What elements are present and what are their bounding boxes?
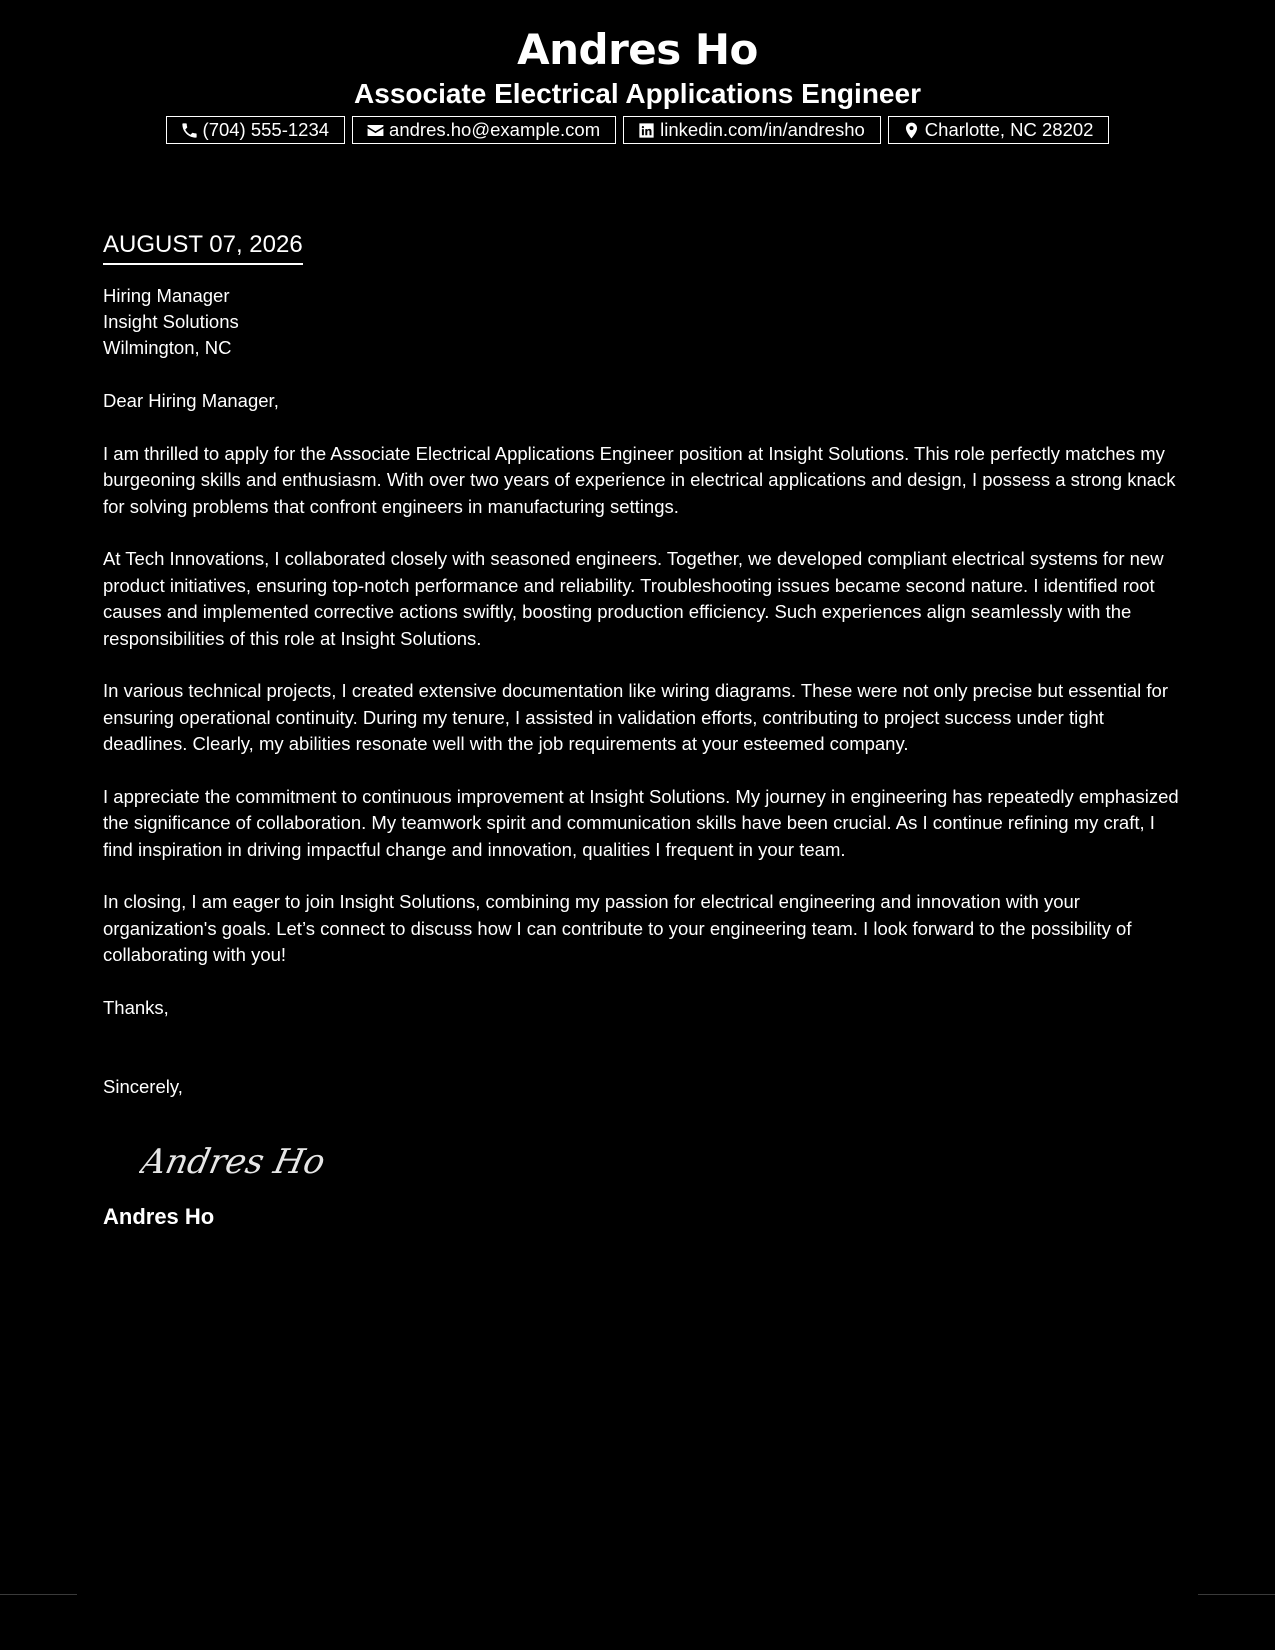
letter-body (103, 228, 1183, 1232)
email-text: andres.ho@example.com (389, 119, 601, 140)
signature-text: Andres Ho (139, 1141, 329, 1182)
applicant-name: Andres Ho (517, 25, 758, 74)
contact-linkedin[interactable] (623, 116, 881, 144)
letter-date: AUGUST 07, 2026 (103, 228, 303, 265)
body-paragraph: At Tech Innovations, I collaborated closely with seasoned engineers. Together, we developed compliant electrical systems for new product initiatives, ensuring top-notch performance and reliability. Troubleshooting issues became second nature. I identified root causes and implemented corrective actions swiftly, boosting production efficiency. Such experiences align seamlessly with the responsibilities of this role at Insight Solutions. (103, 548, 1164, 649)
contact-location[interactable] (888, 116, 1110, 144)
body-paragraph: In various technical projects, I created extensive documentation like wiring diagrams. These were not only precise but essential for ensuring operational continuity. During my tenure, I assisted in validation efforts, contributing to project success under tight deadlines. Clearly, my abilities resonate well with the job requirements at your esteemed company. (103, 680, 1168, 754)
envelope-icon (366, 121, 385, 140)
phone-icon (180, 121, 199, 140)
contact-bar (0, 116, 1275, 144)
body-paragraph: I am thrilled to apply for the Associate Electrical Applications Engineer position at Insight Solutions. This role perfectly matches my burgeoning skills and enthusiasm. With over two years of experience in electrical applications and design, I possess a strong knack for solving problems that confront engineers in manufacturing settings. (103, 442, 1176, 517)
closing-line: Sincerely, (103, 1076, 183, 1097)
recipient-block (103, 283, 1183, 361)
contact-phone[interactable] (166, 116, 346, 144)
applicant-title: Associate Electrical Applications Engineer (354, 78, 921, 109)
linkedin-text: linkedin.com/in/andresho (660, 119, 865, 140)
linkedin-icon (637, 121, 656, 140)
recipient-name: Hiring Manager (103, 285, 230, 306)
recipient-location: Wilmington, NC (103, 337, 232, 358)
footer-rule-right (1198, 1594, 1275, 1595)
signature-image (139, 1127, 339, 1189)
body-paragraph: In closing, I am eager to join Insight Solutions, combining my passion for electrical engineering and innovation with your organization's goals. Let’s connect to discuss how I can contribute to your engineering team. I look forward to the possibility of collaborating with you! (103, 891, 1132, 965)
recipient-company: Insight Solutions (103, 311, 239, 332)
thanks-line: Thanks, (103, 996, 169, 1018)
body-paragraph: I appreciate the commitment to continuous improvement at Insight Solutions. My journey in engineering has repeatedly emphasized the significance of collaboration. My teamwork spirit and communication skills have been crucial. As I continue refining my craft, I find inspiration in driving impactful change and innovation, qualities I frequent in your team. (103, 785, 1179, 860)
location-text: Charlotte, NC 28202 (924, 119, 1094, 140)
signer-name: Andres Ho (103, 1204, 215, 1229)
map-marker-icon (902, 121, 921, 140)
salutation: Dear Hiring Manager, (103, 390, 279, 411)
letter-header (0, 22, 1275, 144)
contact-email[interactable] (352, 116, 616, 144)
footer-rule-left (0, 1594, 77, 1595)
phone-text: (704) 555-1234 (202, 119, 330, 140)
